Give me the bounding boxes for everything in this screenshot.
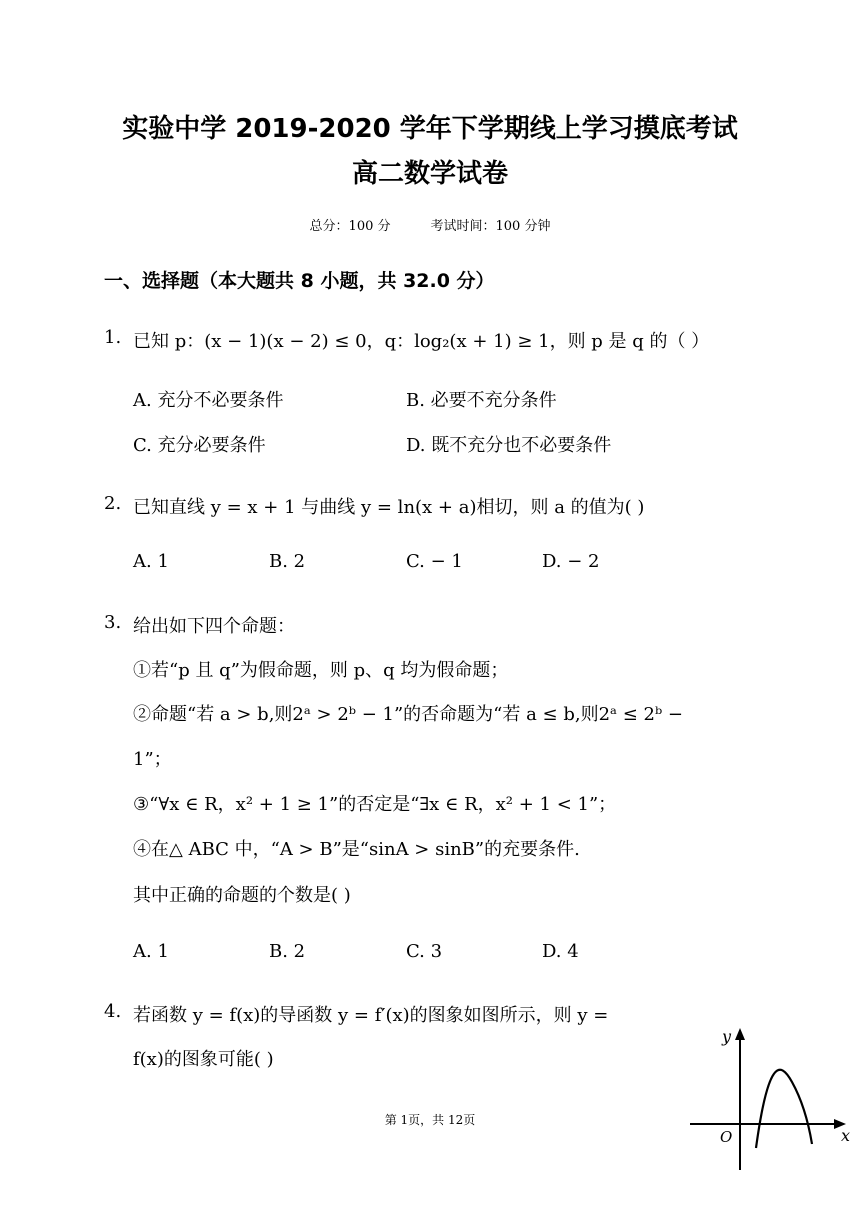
question-3-option-c: C. 3 <box>406 941 443 962</box>
y-axis-arrow <box>735 1028 745 1040</box>
exam-title: 实验中学 2019-2020 学年下学期线上学习摸底考试 <box>122 114 738 144</box>
question-3-ask: 其中正确的命题的个数是( ) <box>133 885 351 906</box>
question-4-number: 4. <box>104 1001 122 1022</box>
question-4-stem-line1: 若函数 y = f(x)的导函数 y = f′(x)的图象如图所示，则 y = <box>133 1005 609 1026</box>
question-2-option-a: A. 1 <box>133 551 169 572</box>
exam-meta <box>0 215 860 234</box>
x-axis-label: x <box>841 1126 851 1145</box>
question-1-option-b: B. 必要不充分条件 <box>406 390 557 411</box>
derivative-graph-figure <box>688 1020 854 1175</box>
question-3-proposition-2: ②命题“若 a > b,则2ᵃ > 2ᵇ − 1”的否命题为“若 a ≤ b,则2ᵃ ≤ 2ᵇ − <box>133 704 683 725</box>
question-3-number: 3. <box>104 612 122 633</box>
question-3-proposition-3: ③“∀x ∈ R，x² + 1 ≥ 1”的否定是“∃x ∈ R，x² + 1 < 1”； <box>133 794 617 815</box>
question-1-number: 1. <box>104 327 122 348</box>
question-2-option-c: C. − 1 <box>406 551 463 572</box>
exam-time: 考试时间：100 分钟 <box>430 219 551 234</box>
question-3-proposition-1: ①若“p 且 q”为假命题，则 p、q 均为假命题； <box>133 660 509 681</box>
exam-subtitle: 高二数学试卷 <box>351 159 508 189</box>
question-4-stem-line2: f(x)的图象可能( ) <box>133 1049 274 1070</box>
question-1-option-c: C. 充分必要条件 <box>133 435 266 456</box>
question-3-proposition-4: ④在△ ABC 中，“A > B”是“sinA > sinB”的充要条件. <box>133 839 580 860</box>
page-footer: 第 1页，共 12页 <box>384 1113 476 1127</box>
question-2-stem: 已知直线 y = x + 1 与曲线 y = ln(x + a)相切，则 a 的值为( ) <box>133 497 645 518</box>
question-3-proposition-2-cont: 1”； <box>133 749 172 770</box>
derivative-curve <box>756 1070 812 1148</box>
question-3-option-d: D. 4 <box>542 941 579 962</box>
question-3-stem: 给出如下四个命题： <box>133 616 295 637</box>
section-heading: 一、选择题（本大题共 8 小题，共 32.0 分） <box>104 270 495 292</box>
question-2-option-d: D. − 2 <box>542 551 600 572</box>
question-1-option-a: A. 充分不必要条件 <box>133 390 284 411</box>
total-score: 总分：100 分 <box>309 219 391 234</box>
question-2-number: 2. <box>104 493 122 514</box>
question-1-option-d: D. 既不充分也不必要条件 <box>406 435 612 456</box>
question-2-option-b: B. 2 <box>269 551 306 572</box>
y-axis-label: y <box>722 1027 732 1046</box>
question-3-option-a: A. 1 <box>133 941 169 962</box>
question-3-option-b: B. 2 <box>269 941 306 962</box>
origin-label: O <box>720 1128 733 1146</box>
question-1-stem: 已知 p：(x − 1)(x − 2) ≤ 0，q：log₂(x + 1) ≥ 1，则 p 是 q 的（ ） <box>133 331 710 352</box>
